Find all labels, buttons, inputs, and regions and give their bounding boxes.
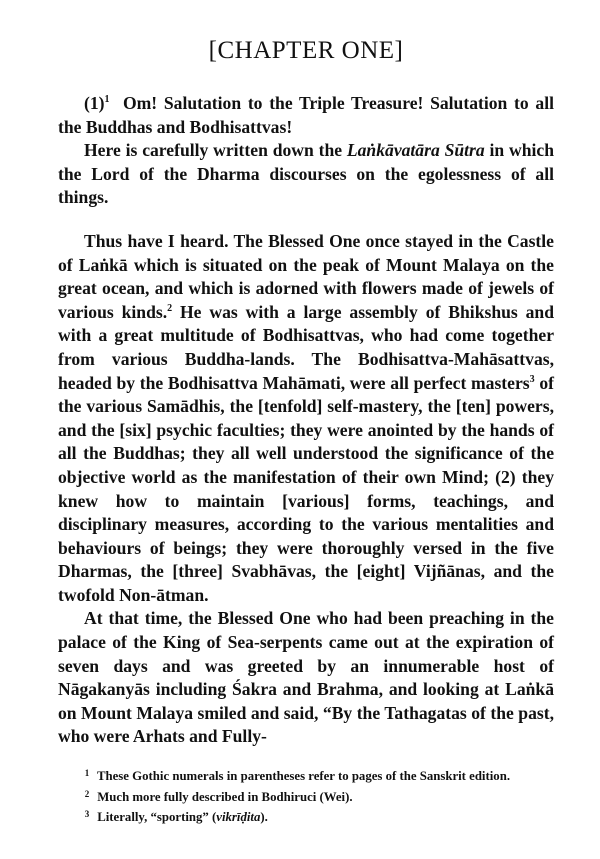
footnote-3 xyxy=(58,806,554,827)
intro-after: in which the Lord of the Dharma discourses on the egolessness of all things. xyxy=(58,140,554,208)
narrative-part-1: Thus have I heard. The Blessed One once stayed in the Castle of Laṅkā which is situated on the peak of Mount Malaya on the great ocean, and which is adorned with flowers made of jewels of various kinds. xyxy=(58,230,554,322)
footnote-text-1: These Gothic numerals in parentheses refer to pages of the Sanskrit edition. xyxy=(96,769,511,783)
paragraph-salutation xyxy=(58,92,554,139)
footnote-mark-1: 1 xyxy=(84,768,90,778)
footnote-mark-3: 3 xyxy=(84,809,90,819)
footnote-text-3-before: Literally, “sporting” ( xyxy=(97,810,217,824)
salutation-text: Om! Salutation to the Triple Treasure! Salutation to all the Buddhas and Bodhisattvas! xyxy=(58,93,554,137)
narrative-part-2: He was with a large assembly of Bhikshus and with a great multitude of Bodhisattvas, who had come together from various Buddha-lands. The Bodhisattva-Mahāsattvas, headed by the Bodhisattva Mahāmati, were all perfect masters xyxy=(58,301,555,393)
footnote-1 xyxy=(58,765,554,786)
footnote-ref-3: 3 xyxy=(529,373,535,385)
narrative-part-3: of the various Samādhis, the [tenfold] self-mastery, the [ten] powers, and the [six] psychic faculties; they were anointed by the hands of all the Buddhas; they all well understood the significance of the objective world as the manifestation of their own Mind; (2) they knew how to maintain [various] forms, teachings, and disciplinary measures, according to the various mentalities and behaviours of beings; they were thoroughly versed in the five Dharmas, the [three] Svabhāvas, the [eight] Vijñānas, and the twofold Non-ātman. xyxy=(58,372,554,605)
footnote-text-3-after: ). xyxy=(260,810,268,824)
footnote-ref-1: 1 xyxy=(104,94,110,105)
footnotes xyxy=(58,765,554,827)
footnote-mark-2: 2 xyxy=(84,788,90,799)
footnote-2 xyxy=(58,786,554,807)
footnote-text-2: Much more fully described in Bodhiruci (Wei). xyxy=(97,789,353,804)
narrative-continuation: At that time, the Blessed One who had been preaching in the palace of the King of Sea-serpents came out at the expiration of seven days and was greeted by an innumerable host of Nāgakanyās including Śakra and Brahma, and looking at Laṅkā on Mount Malaya smiled and said, “By the Tathagatas of the past, who were Arhats and Fully- xyxy=(58,608,554,747)
intro-before: Here is carefully written down the xyxy=(84,140,347,161)
page-number-marker: (1) xyxy=(84,93,105,113)
paragraph-sutra-intro xyxy=(58,139,554,210)
footnote-term: vikrīḍita xyxy=(216,810,261,824)
sutra-title: Laṅkāvatāra Sūtra xyxy=(346,140,485,161)
footnote-ref-2: 2 xyxy=(167,302,173,314)
paragraph-at-that-time xyxy=(58,607,554,749)
paragraph-thus-have-i-heard xyxy=(58,230,554,608)
main-text xyxy=(58,92,554,749)
chapter-title: [CHAPTER ONE] xyxy=(208,37,404,64)
